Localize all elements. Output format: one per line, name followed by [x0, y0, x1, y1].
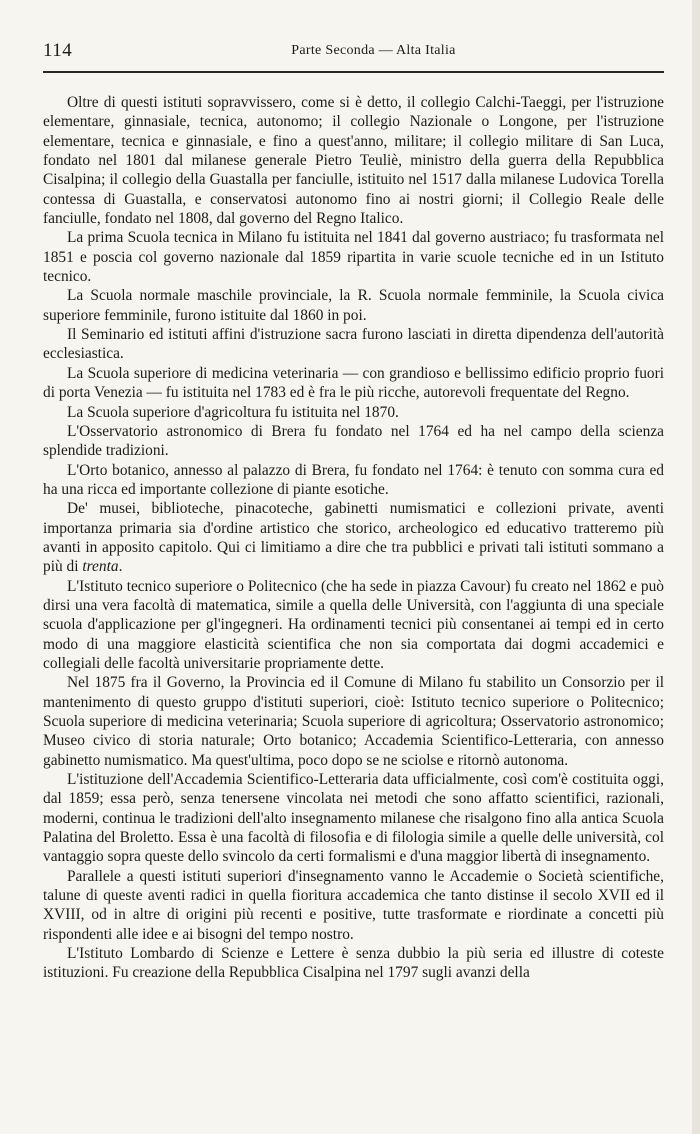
running-title: Parte Seconda — Alta Italia	[291, 43, 456, 58]
italic-word: trenta	[82, 558, 119, 576]
paragraph: L'Istituto Lombardo di Scienze e Lettere è senza dubbio la più seria ed illustre di coteste istituzioni. Fu creazione della Repubblica Cisalpina nel 1797 sugli avanzi della	[43, 945, 664, 982]
paragraph: L'Orto botanico, annesso al palazzo di Brera, fu fondato nel 1764: è tenuto con somma cura ed ha una ricca ed importante collezione di piante esotiche.	[43, 461, 664, 498]
paragraph: Parallele a questi istituti superiori d'insegnamento vanno le Accademie o Società scientifiche, talune di queste aventi radici in quella fioritura accademica che tanto distinse il secolo XVII ed il XVIII, od in altre di origini più recenti e positive, tutte trasformate e riordinate a concetti più rispondenti alle idee e ai bisogni del tempo nostro.	[43, 867, 664, 943]
page-number: 114	[43, 40, 73, 61]
body-text	[43, 93, 664, 983]
paragraph-text: De' musei, biblioteche, pinacoteche, gabinetti numismatici e collezioni private, aventi importanza primaria sia d'ordine artistico che storico, archeologico ed educativo tratteremo più avanti in apposito capitolo. Qui ci limitiamo a dire che tra pubblici e privati tali istituti sommano a più di	[43, 500, 664, 576]
paragraph: L'istituzione dell'Accademia Scientifico-Letteraria data ufficialmente, così com'è costituita oggi, dal 1859; essa però, senza tenersene vincolata nei metodi che sono affatto scientifici, razionali, moderni, continua le tradizioni dell'alto insegnamento milanese che risalgono fino alla antica Scuola Palatina del Broletto. Essa è una facoltà di filosofia e di filologia simile a quelle delle università, col vantaggio sopra queste dello svincolo da certi formalismi e d'una maggior libertà di insegnamento.	[43, 771, 664, 866]
paragraph-tail: .	[118, 558, 123, 576]
paragraph: Nel 1875 fra il Governo, la Provincia ed il Comune di Milano fu stabilito un Consorzio per il mantenimento di questo gruppo d'istituti superiori, cioè: Istituto tecnico superiore o Politecnico; Scuola superiore di medicina veterinaria; Scuola superiore di agricoltura; Osservatorio astronomico; Museo civico di storia naturale; Orto botanico; Accademia Scientifico-Letteraria, con annesso gabinetto numismatico. Ma quest'ultima, poco dopo se ne sciolse e ritornò autonoma.	[43, 674, 664, 769]
paragraph: Oltre di questi istituti sopravvissero, come si è detto, il collegio Calchi-Taeggi, per l'istruzione elementare, ginnasiale, tecnica, autonomo; il collegio Nazionale o Longone, per l'istruzione elementare, tecnica e ginnasiale, e fino a quest'anno, militare; il collegio militare di San Luca, fondato nel 1801 dal milanese generale Pietro Teuliè, ministro della guerra della Repubblica Cisalpina; il collegio della Guastalla per fanciulle, istituito nel 1517 dalla milanese Ludovica Torella contessa di Guastalla, e conservatosi autonomo fino ai nostri giorni; il Collegio Reale delle fanciulle, fondato nel 1808, dal governo del Regno Italico.	[43, 94, 664, 228]
paragraph: L'Istituto tecnico superiore o Politecnico (che ha sede in piazza Cavour) fu creato nel 1862 e può dirsi una vera facoltà di matematica, simile a quella delle Università, con l'aggiunta di una speciale scuola d'applicazione per gl'ingegneri. Ha ordinamenti tecnici più consentanei ai tempi ed in certo modo di una maggiore elasticità scientifica che non sia comportata dai dogmi accademici e collegiali delle facoltà universitarie propriamente dette.	[43, 577, 664, 672]
paragraph: La prima Scuola tecnica in Milano fu istituita nel 1841 dal governo austriaco; fu trasformata nel 1851 e poscia col governo nazionale dal 1859 ripartita in varie scuole tecniche ed in un Istituto tecnico.	[43, 229, 664, 286]
header-rule	[43, 71, 664, 73]
page-edge	[692, 0, 700, 1134]
page-header	[43, 40, 664, 66]
paragraph: La Scuola superiore d'agricoltura fu istituita nel 1870.	[67, 403, 399, 421]
paragraph	[43, 499, 664, 576]
paragraph: La Scuola superiore di medicina veterinaria — con grandioso e bellissimo edificio proprio fuori di porta Venezia — fu istituita nel 1783 ed è fra le più ricche, autorevoli frequentate del Regno.	[43, 364, 664, 402]
paragraph: Il Seminario ed istituti affini d'istruzione sacra furono lasciati in diretta dipendenza dell'autorità ecclesiastica.	[43, 326, 664, 363]
paragraph: La Scuola normale maschile provinciale, la R. Scuola normale femminile, la Scuola civica superiore femminile, furono istituite dal 1860 in poi.	[43, 287, 664, 324]
paragraph: L'Osservatorio astronomico di Brera fu fondato nel 1764 ed ha nel campo della scienza splendide tradizioni.	[43, 422, 664, 460]
